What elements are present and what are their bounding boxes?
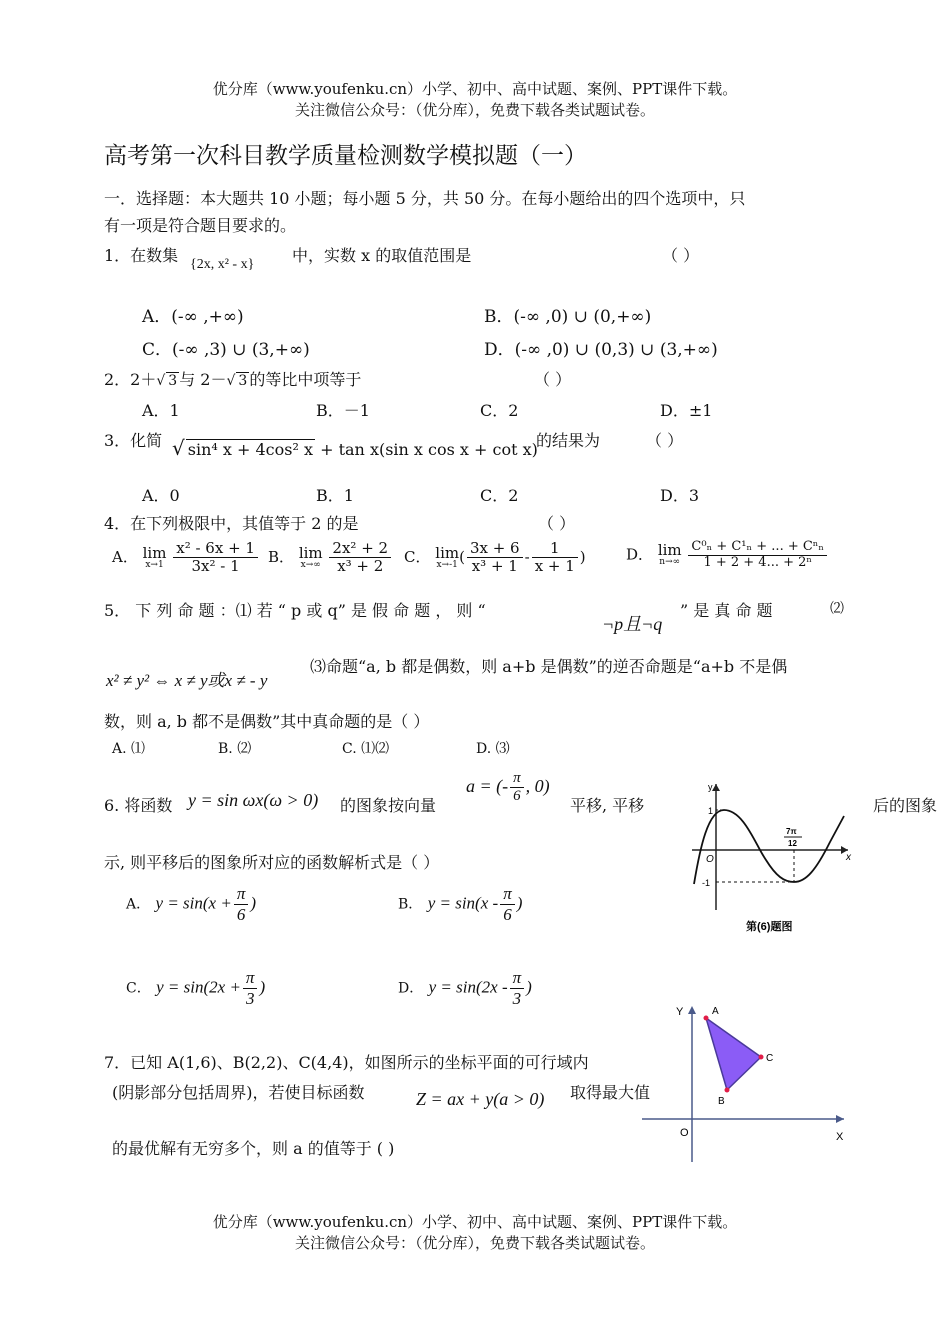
q4-a-lim-sub: x→1 [145,559,164,570]
header-line-2: 关注微信公众号：（优分库），免费下载各类试题试卷。 [294,101,655,119]
q2-prefix: 2．2＋ [104,370,157,389]
q4-option-b [268,540,393,576]
q6-vector-b: , 0) [525,775,550,796]
q4-a-denominator: 3x² - 1 [191,557,240,576]
q6-graph-neg-one-label: -1 [702,878,711,888]
q1-option-d: D．(-∞ ,0) ∪ (0,3) ∪ (3,+∞) [484,340,718,360]
q7-graph-point-a [704,1016,709,1021]
q6-option-a-label: A． [126,896,151,913]
q6-vector-a: a = (- [466,775,509,796]
q6-graph-x-label: x [846,852,851,863]
q4-c-denominator-1: x³ + 1 [471,557,518,576]
q2-option-b: B．－1 [316,401,370,420]
q6-option-c-pi: π [243,968,258,989]
q4-option-b-label: B． [268,547,295,566]
q6-option-b-label: B． [398,896,423,913]
q4-option-c-label: C． [404,547,431,566]
q7-line-2-a: (阴影部分包括周界)，若使目标函数 [112,1083,365,1102]
q2-option-a: A．1 [142,401,180,420]
q7-graph-y-label: Y [676,1006,684,1018]
q6-option-c-label: C． [126,980,151,997]
q4-d-denominator: 1 + 2 + 4... + 2ⁿ [703,554,813,570]
q6-graph-origin-label: O [706,854,714,865]
q6-sine-graph [684,776,860,936]
q6-option-d-close: ) [526,977,532,997]
q6-vector [466,770,550,806]
q6-option-a-close: ) [250,893,257,913]
q7-graph-region [706,1018,761,1090]
q4-answer-paren: （ ） [538,514,576,533]
q5-line-3: 数，则 a, b 都不是偶数”其中真命题的是（ ） [104,712,430,731]
q7-feasible-region-graph [634,1000,850,1168]
q6-option-b [398,884,522,924]
q6-option-b-close: ) [516,893,523,913]
q2-suffix: 的等比中项等于 [249,370,362,389]
q3-option-b: B．1 [316,486,354,505]
q1-option-c: C．(-∞ ,3) ∪ (3,+∞) [142,340,310,360]
q4-a-lim: lim [142,543,167,562]
q4-b-denominator: x³ + 2 [337,557,384,576]
q6-option-d [398,968,532,1008]
footer-line-2: 关注微信公众号：（优分库），免费下载各类试题试卷。 [294,1234,655,1252]
q2-radical-2: 3 [238,373,248,389]
q3-expression-rest: + tan x(sin x cos x + cot x) [320,440,538,459]
q7-graph-b-label: B [718,1096,725,1107]
q5-option-c: C. ⑴⑵ [342,741,390,757]
q7-graph-point-b [725,1088,730,1093]
q6-option-c-expr: y = sin(2x + [156,977,241,997]
q6-option-d-expr: y = sin(2x - [428,977,508,997]
q6-option-a [126,884,256,924]
q6-option-a-expr: y = sin(x + [155,893,232,913]
q4-c-numerator-1: 3x + 6 [467,540,523,558]
q7-line-3: 的最优解有无穷多个，则 a 的值等于 ( ) [112,1139,395,1158]
q4-c-numerator-2: 1 [532,540,578,558]
q2-option-c: C．2 [480,401,519,420]
q3-option-d: D．3 [660,486,700,505]
q5-line-2-text: ⑶命题“a, b 都是偶数，则 a+b 是偶数”的逆否命题是“a+b 不是偶 [310,657,788,676]
q2-radical-1: 3 [168,373,178,389]
q5-option-d: D. ⑶ [476,741,510,757]
q6-graph-tick-num: 7π [786,827,797,836]
q4-b-lim-sub: x→∞ [300,559,321,570]
q1-option-a: A．(-∞ ,+∞) [142,307,244,327]
q7-line-2-b: 取得最大值 [570,1083,651,1102]
q7-line-2-expr: Z = ax + y(a > 0) [416,1089,545,1109]
q5-option-a: A. ⑴ [112,741,146,757]
q6-line-2: 示, 则平移后的图象所对应的函数解析式是（ ） [104,853,440,872]
q1-prefix: 1．在数集 [104,246,179,265]
q3-radicand: sin⁴ x + 4cos² x [187,440,313,459]
q5-line-1-c: ⑵ [830,601,844,617]
q4-option-d-label: D． [626,545,654,564]
q6-graph-y-arrow [712,784,720,791]
q5-line-2-expr: x² ≠ y² ⇔ x ≠ y或x ≠ - y [106,671,268,690]
q6-graph-tick-den: 12 [788,839,797,848]
q6-option-b-den: 6 [503,904,512,924]
q3-expression: √ sin⁴ x + 4cos² x + tan x(sin x cos x + cot x) [172,436,538,460]
q7-graph-origin-label: O [680,1127,689,1139]
header-line-1: 优分库（www.youfenku.cn）小学、初中、高中试题、案例、PPT课件下载。 [212,80,738,98]
q2-answer-paren: （ ） [534,370,572,389]
q6-graph-one-label: 1 [708,806,714,816]
q6-vector-pi: π [510,770,524,788]
q4-a-numerator: x² - 6x + 1 [173,540,258,558]
q6-vector-6: 6 [513,788,521,805]
q1-option-b: B．(-∞ ,0) ∪ (0,+∞) [484,307,652,327]
q5-line-1-a: 5． 下 列 命 题 ：⑴ 若 “ p 或 q” 是 假 命 题 ， 则 “ [104,601,486,620]
q2-stem: 2．2＋√ 3 与 2－√ 3 的等比中项等于 [104,370,362,389]
q7-graph-a-label: A [712,1006,719,1017]
q1-set: {2x, x² - x} [190,257,255,272]
q7-graph-x-arrow [836,1115,844,1123]
q6-option-c [126,968,265,1008]
q4-d-lim-sub: n→∞ [659,557,681,568]
q3-suffix: 的结果为 [536,431,601,450]
q6-option-a-den: 6 [236,904,246,924]
q6-option-b-expr: y = sin(x - [427,893,499,913]
q6-graph-y-label: y [708,782,713,792]
q4-option-d [626,540,829,571]
q4-c-lim-sub: x→-1 [436,559,458,570]
q6-mid: 的图象按向量 [340,796,437,815]
q4-option-a-label: A． [112,547,138,566]
q2-mid: 与 2－ [179,370,227,389]
q4-b-numerator: 2x² + 2 [329,540,391,558]
q6-suffix: 平移, 平移 [570,796,645,815]
section-instructions-line-2: 有一项是符合题目要求的。 [104,216,297,235]
q6-option-c-close: ) [259,977,266,997]
q3-answer-paren: （ ） [646,431,684,450]
q4-stem: 4．在下列极限中，其值等于 2 的是 [104,514,359,533]
q6-right-text: 后的图象 [873,796,938,815]
q6-option-d-label: D． [398,980,424,997]
q7-graph-x-label: X [836,1131,844,1143]
q1-answer-paren: （ ） [662,246,700,265]
q6-graph-caption: 第(6)题图 [746,921,793,933]
q7-graph-y-arrow [688,1006,696,1014]
q1-suffix: 中，实数 x 的取值范围是 [292,246,472,265]
q7-graph-c-label: C [766,1053,774,1064]
q7-line-1: 7．已知 A(1,6)、B(2,2)、C(4,4)，如图所示的坐标平面的可行域内 [104,1053,589,1072]
q7-graph-point-c [759,1055,764,1060]
q6-option-b-pi: π [500,884,515,905]
q4-option-c: C． lim x→-1 ( $\frac{3x + 6}{\text{x³ + 1}}$ - $\frac{1}{x + 1}$ ) [404,539,586,576]
q6-option-a-pi: π [234,884,249,905]
q4-c-denominator-2: x + 1 [534,557,575,576]
q6-prefix: 6. 将函数 [104,796,173,815]
page-title: 高考第一次科目教学质量检测数学模拟题（一） [104,143,587,169]
q6-option-d-pi: π [510,968,525,989]
q6-option-c-den: 3 [245,988,255,1008]
q4-c-lim: lim [435,543,460,562]
section-instructions-line-1: 一．选择题：本大题共 10 小题；每小题 5 分，共 50 分。在每小题给出的四个选项中，只 [104,189,746,208]
q3-option-a: A．0 [142,486,180,505]
q5-line-1-expr: ¬p且¬q [602,614,663,634]
q3-option-c: C．2 [480,486,519,505]
q2-option-d: D．±1 [660,401,713,420]
q4-option-a [112,540,260,576]
q6-option-d-den: 3 [512,988,522,1008]
q5-line-1-b: ” 是 真 命 题 [680,601,773,620]
q5-option-b: B. ⑵ [218,741,252,757]
footer-line-1: 优分库（www.youfenku.cn）小学、初中、高中试题、案例、PPT课件下载。 [212,1213,738,1231]
q4-d-lim: lim [657,541,682,560]
q4-d-numerator: C⁰ₙ + C¹ₙ + ... + Cⁿₙ [688,540,827,556]
q3-prefix: 3．化简 [104,431,163,450]
q4-b-lim: lim [298,543,323,562]
q6-function: y = sin ωx(ω > 0) [188,790,319,810]
